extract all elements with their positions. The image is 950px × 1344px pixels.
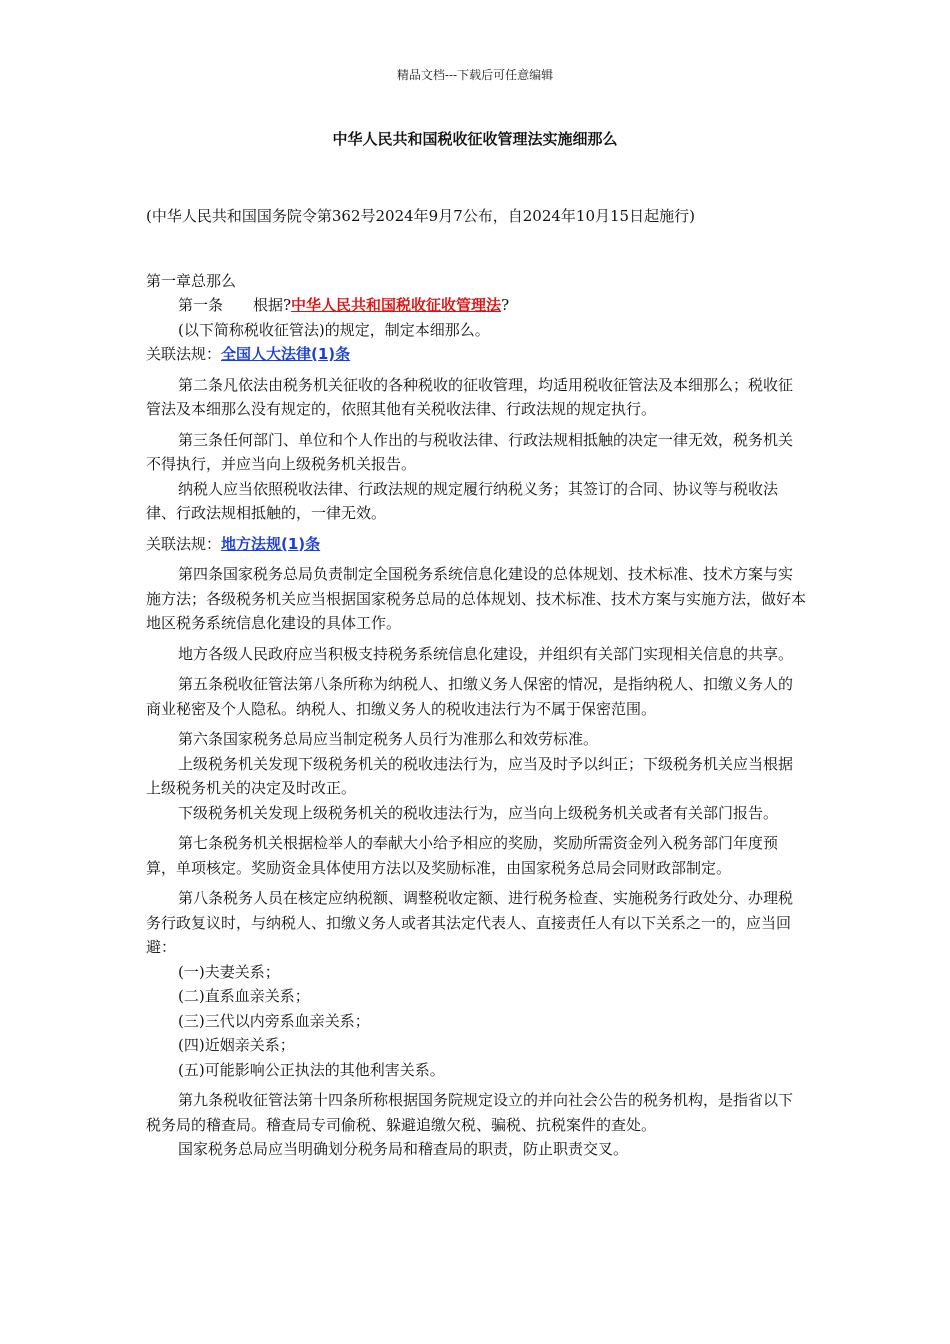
list-item: (五)可能影响公正执法的其他利害关系。	[178, 1060, 445, 1079]
article-1-cont: (以下简称税收征管法)的规定，制定本细那么。	[178, 320, 490, 339]
article-3-para-2: 纳税人应当依照税收法律、行政法规的规定履行纳税义务；其签订的合同、协议等与税收法律、行政法规相抵触的，一律无效。	[146, 479, 779, 522]
article-6: 第六条国家税务总局应当制定税务人员行为准那么和效劳标准。	[178, 730, 599, 748]
article-8: 第八条税务人员在核定应纳税额、调整税收定额、进行税务检查、实施税务行政处分、办理税务行政复议时，与纳税人、扣缴义务人或者其法定代表人、直接责任人有以下关系之一的，应当回避：	[146, 889, 794, 956]
related-laws-1	[146, 342, 806, 367]
article-5: 第五条税收征管法第八条所称为纳税人、扣缴义务人保密的情况，是指纳税人、扣缴义务人的商业秘密及个人隐私。纳税人、扣缴义务人的税收违法行为不属于保密范围。	[146, 675, 794, 718]
related-link-local[interactable]: 地方法规(1)条	[221, 534, 321, 553]
list-item: (二)直系血亲关系；	[178, 987, 310, 1005]
list-item: (四)近姻亲关系；	[178, 1036, 295, 1054]
header-note: 精品文档---下载后可任意编辑	[396, 68, 554, 82]
article-1-prefix: 第一条 根据?	[178, 296, 292, 314]
article-1	[146, 293, 806, 318]
document-title: 中华人民共和国税收征收管理法实施细那么	[332, 130, 618, 148]
article-1-suffix: ?	[501, 296, 510, 314]
chapter-heading: 第一章总那么	[146, 271, 237, 290]
related-label: 关联法规：	[146, 345, 222, 363]
article-9: 第九条税收征管法第十四条所称根据国务院规定设立的并向社会公告的税务机构，是指省以下税务局的稽查局。稽查局专司偷税、躲避追缴欠税、骗税、抗税案件的查处。	[146, 1091, 794, 1134]
related-label: 关联法规：	[146, 534, 222, 553]
list-item: (一)夫妻关系；	[178, 962, 280, 981]
article-7: 第七条税务机关根据检举人的奉献大小给予相应的奖励，奖励所需资金列入税务部门年度预算，单项核定。奖励资金具体使用方法以及奖励标准，由国家税务总局会同财政部制定。	[146, 834, 779, 877]
article-2: 第二条凡依法由税务机关征收的各种税收的征收管理，均适用税收征管法及本细那么；税收征管法及本细那么没有规定的，依照其他有关税收法律、行政法规的规定执行。	[146, 375, 794, 418]
article-9-para-2: 国家税务总局应当明确划分税务局和稽查局的职责，防止职责交叉。	[178, 1140, 629, 1158]
list-item: (三)三代以内旁系血亲关系；	[178, 1011, 370, 1030]
decree-line: (中华人民共和国国务院令第362号2024年9月7公布，自2024年10月15日起施行)	[146, 207, 695, 225]
article-3: 第三条任何部门、单位和个人作出的与税收法律、行政法规相抵触的决定一律无效，税务机关不得执行，并应当向上级税务机关报告。	[146, 430, 794, 473]
article-4-para-2: 地方各级人民政府应当积极支持税务系统信息化建设，并组织有关部门实现相关信息的共享。	[178, 644, 794, 663]
law-link[interactable]: 中华人民共和国税收征收管理法	[291, 296, 502, 314]
document-body	[146, 204, 806, 1162]
related-laws-2	[146, 532, 806, 557]
article-4: 第四条国家税务总局负责制定全国税务系统信息化建设的总体规划、技术标准、技术方案与实施方法；各级税务机关应当根据国家税务总局的总体规划、技术标准、技术方案与实施方法，做好本地区税务系统信息化建设的具体工作。	[146, 565, 807, 632]
article-6-para-2: 上级税务机关发现下级税务机关的税收违法行为，应当及时予以纠正；下级税务机关应当根据上级税务机关的决定及时改正。	[146, 754, 794, 797]
article-6-para-3: 下级税务机关发现上级税务机关的税收违法行为，应当向上级税务机关或者有关部门报告。	[178, 803, 779, 822]
related-link-national[interactable]: 全国人大法律(1)条	[221, 345, 351, 363]
